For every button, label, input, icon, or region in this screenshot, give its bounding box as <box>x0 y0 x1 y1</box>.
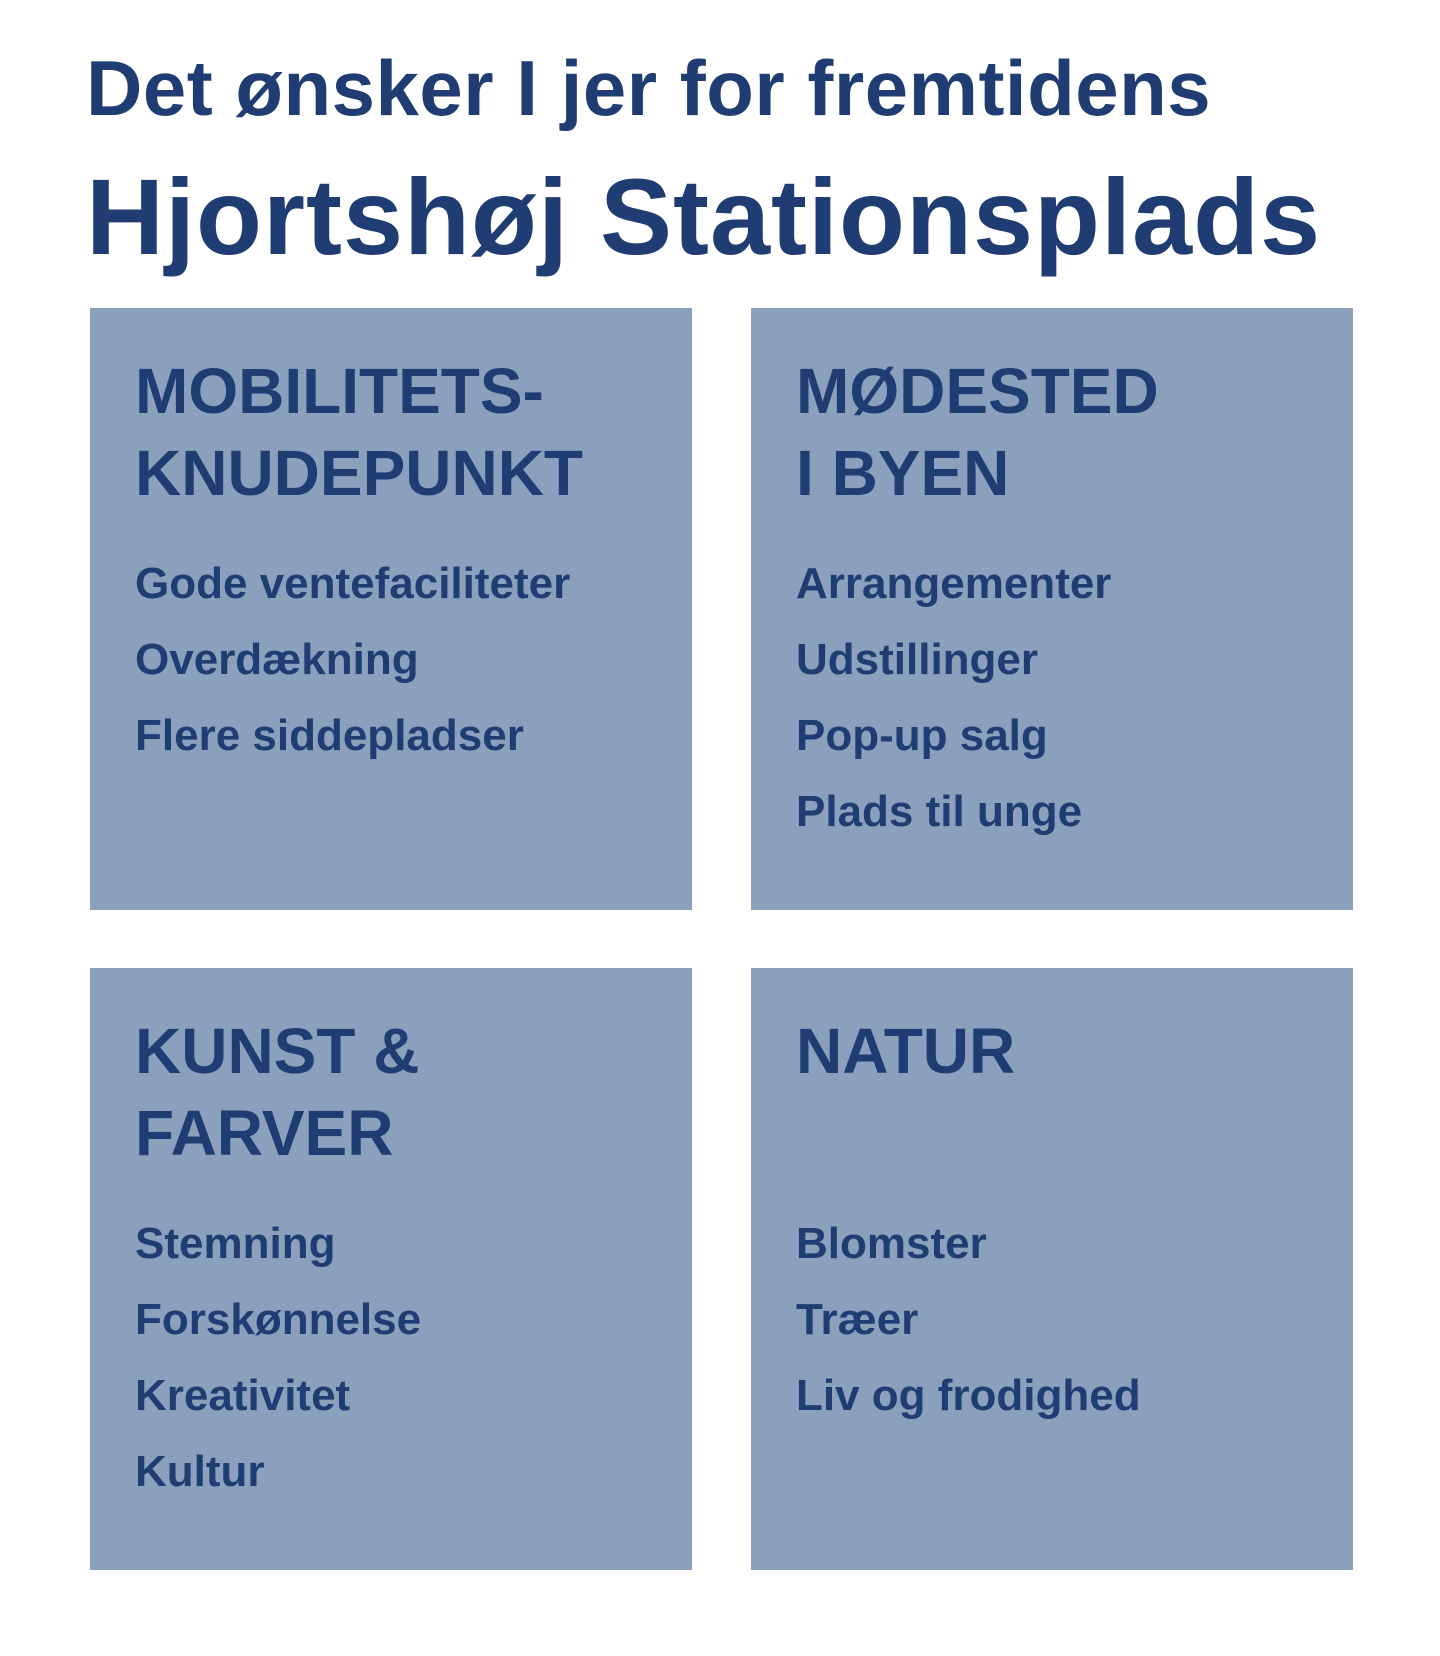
card-item-list <box>135 546 570 774</box>
card-item: Stemning <box>135 1219 336 1268</box>
card-item: Gode ventefaciliteter <box>135 559 571 608</box>
card-heading-line <box>796 1092 1015 1174</box>
card-heading <box>796 1010 1015 1174</box>
page-title-line2: Hjortshøj Stationsplads <box>86 156 1322 277</box>
card-moedested-i-byen <box>751 308 1353 910</box>
page-title-line1: Det ønsker I jer for fremtidens <box>86 44 1212 132</box>
card-item: Blomster <box>796 1219 987 1268</box>
card-heading-line: I BYEN <box>796 437 1010 509</box>
card-mobilitetsknudepunkt <box>90 308 692 910</box>
card-heading-line: NATUR <box>796 1015 1016 1087</box>
card-kunst-og-farver <box>90 968 692 1570</box>
card-item: Arrangementer <box>796 559 1112 608</box>
card-heading-line: MOBILITETS- <box>135 355 544 427</box>
card-item: Udstillinger <box>796 635 1039 684</box>
card-item: Kultur <box>135 1447 265 1496</box>
card-natur <box>751 968 1353 1570</box>
card-item: Liv og frodighed <box>796 1371 1141 1420</box>
card-heading-line: FARVER <box>135 1097 394 1169</box>
card-heading <box>135 1010 419 1174</box>
card-heading-line: KNUDEPUNKT <box>135 437 583 509</box>
card-item: Overdækning <box>135 635 419 684</box>
card-item: Kreativitet <box>135 1371 351 1420</box>
card-heading-line: KUNST & <box>135 1015 420 1087</box>
card-item: Træer <box>796 1295 919 1344</box>
card-item-list <box>796 1206 1141 1434</box>
card-heading <box>135 350 583 514</box>
card-heading-line: MØDESTED <box>796 355 1159 427</box>
card-item: Plads til unge <box>796 787 1083 836</box>
card-item-list <box>796 546 1111 850</box>
card-item: Pop-up salg <box>796 711 1048 760</box>
card-item: Forskønnelse <box>135 1295 422 1344</box>
card-item-list <box>135 1206 421 1510</box>
card-heading <box>796 350 1159 514</box>
card-item: Flere siddepladser <box>135 711 524 760</box>
